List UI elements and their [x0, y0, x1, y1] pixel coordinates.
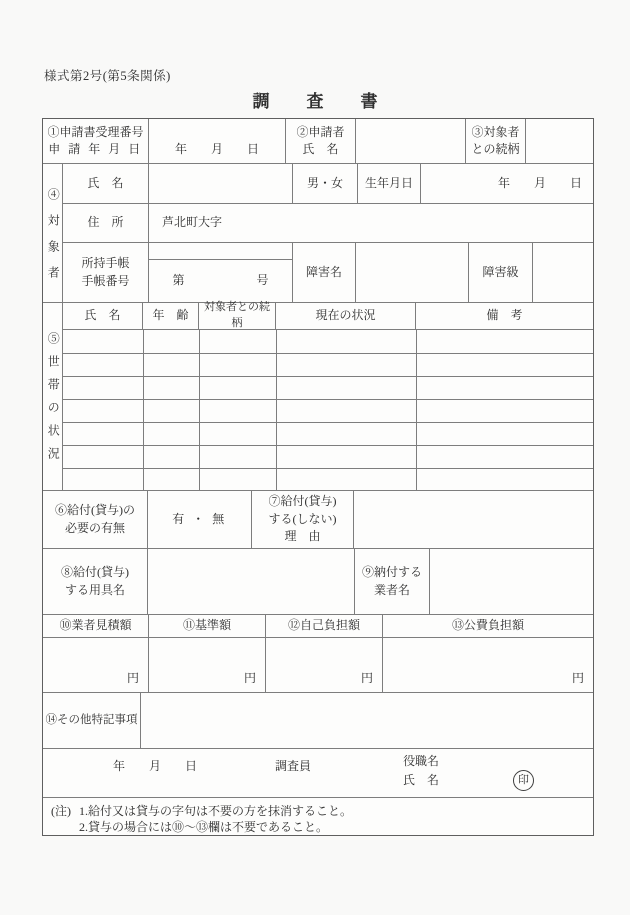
household-row-line [63, 353, 593, 354]
subject-name-label: 氏 名 [87, 175, 124, 190]
application-date-cell [149, 119, 286, 164]
birthdate-placeholder: 年 月 日 [497, 175, 582, 190]
birthdate-label: 生年月日 [364, 175, 413, 190]
equipment-name-label-line1: ⑧給付(貸与) [61, 565, 129, 580]
vendor-label-cell [355, 549, 430, 615]
footnote-item-1: 1.給付又は貸与の字句は不要の方を抹消すること。 [79, 804, 353, 818]
household-header-age-cell [143, 303, 199, 330]
investigator-label: 調査員 [275, 759, 312, 773]
yen-unit: 円 [360, 670, 373, 685]
household-header-relation-cell [199, 303, 276, 330]
special-remarks-value-cell [141, 693, 593, 749]
disability-name-value-cell [356, 243, 469, 303]
standard-amount-header-cell [149, 615, 266, 638]
disability-grade-label-cell [469, 243, 533, 303]
applicant-name-value-cell [356, 119, 466, 164]
household-section-vertical-label: ⑤世帯の状況 [46, 331, 61, 470]
household-row-line [63, 376, 593, 377]
household-header-situation: 現在の状況 [315, 308, 376, 323]
address-label: 住 所 [87, 215, 124, 230]
receipt-number-label: ①申請書受理番号 [47, 124, 144, 139]
household-grid-vline [199, 330, 200, 490]
benefit-need-value-cell [148, 491, 252, 549]
applicant-name-label: 氏 名 [302, 142, 339, 156]
household-header-situation-cell [276, 303, 416, 330]
special-remarks-label-cell [43, 693, 141, 749]
household-header-name-cell [63, 303, 143, 330]
form-number: 様式第2号(第5条関係) [44, 69, 171, 83]
birthdate-value-cell [421, 164, 593, 204]
address-value-cell [149, 204, 593, 243]
benefit-need-label-cell [43, 491, 148, 549]
disability-name-label-cell [293, 243, 356, 303]
vendor-estimate-value-cell [43, 638, 149, 693]
seal-character: 印 [518, 774, 529, 786]
document-title: 調 査 書 [252, 92, 388, 111]
subject-name-value-cell [149, 164, 293, 204]
relation-value-cell [526, 119, 593, 164]
household-section-vertical-label-cell [43, 303, 63, 490]
household-grid-vline [143, 330, 144, 490]
benefit-reason-label-line2: する(しない) [268, 511, 337, 526]
equipment-name-label-line2: する用具名 [64, 582, 125, 597]
benefit-need-label-line2: 必要の有無 [64, 520, 125, 535]
subject-section-vertical-label-cell [43, 164, 63, 303]
applicant-label: ②申請者 [296, 124, 345, 139]
special-remarks-label: ⑭その他特記事項 [45, 714, 138, 727]
yen-unit: 円 [243, 670, 256, 685]
seal-mark [513, 770, 534, 791]
equipment-name-value-cell [148, 549, 355, 615]
household-row-line [63, 468, 593, 469]
household-grid-vline [416, 330, 417, 490]
household-row-line [63, 445, 593, 446]
techo-type-cell [149, 243, 293, 260]
applicant-name-label-cell [286, 119, 356, 164]
household-row-line [63, 399, 593, 400]
signature-date-placeholder: 年 月 日 [113, 759, 198, 773]
household-header-age: 年 齢 [152, 308, 189, 323]
vendor-label-line1: ⑨納付する [361, 565, 422, 580]
vendor-estimate-header: ⑩業者見積額 [59, 618, 132, 633]
vendor-label-line2: 業者名 [373, 582, 410, 597]
household-header-relation: 対象者との続柄 [204, 301, 270, 329]
household-row-line [63, 422, 593, 423]
techo-label-line1: 所持手帳 [81, 256, 130, 271]
household-header-remarks-cell [416, 303, 593, 330]
sex-cell [293, 164, 358, 204]
techo-number-cell [149, 260, 293, 303]
benefit-need-options: 有 ・ 無 [172, 511, 227, 526]
yen-unit: 円 [126, 670, 139, 685]
subject-section-vertical-label: ④対象者 [46, 188, 61, 292]
public-expense-header: ⑬公費負担額 [451, 618, 524, 633]
address-label-cell [63, 204, 149, 243]
self-pay-header: ⑫自己負担額 [287, 618, 360, 633]
techo-number-placeholder: 第 号 [172, 273, 269, 288]
benefit-reason-label-line1: ⑦給付(貸与) [268, 494, 337, 509]
footnote-item-2: 2.貸与の場合には⑩～⑬欄は不要であること。 [79, 820, 329, 834]
relation-label-cell [466, 119, 526, 164]
application-date-placeholder: 年 月 日 [174, 141, 259, 156]
footnotes-row [43, 798, 593, 835]
techo-label-line2: 手帳番号 [81, 273, 130, 288]
disability-grade-label: 障害級 [482, 264, 519, 279]
household-grid-vline [276, 330, 277, 490]
household-header-name: 氏 名 [84, 308, 121, 323]
application-date-label: 申 請 年 月 日 [48, 142, 143, 156]
relation-label-line2: との続柄 [471, 142, 520, 156]
benefit-reason-label-cell [252, 491, 354, 549]
vendor-value-cell [430, 549, 593, 615]
vendor-estimate-header-cell [43, 615, 149, 638]
benefit-reason-label-line3: 理 由 [284, 529, 321, 544]
standard-amount-header: ⑪基準額 [182, 618, 231, 633]
yen-unit: 円 [571, 670, 584, 685]
survey-form-table [42, 118, 594, 836]
relation-label-line1: ③対象者 [471, 124, 520, 139]
address-value: 芦北町大字 [162, 215, 223, 230]
receipt-number-label-cell [43, 119, 149, 164]
standard-amount-value-cell [149, 638, 266, 693]
techo-label-cell [63, 243, 149, 303]
disability-grade-value-cell [533, 243, 593, 303]
self-pay-header-cell [266, 615, 383, 638]
benefit-reason-value-cell [354, 491, 593, 549]
benefit-need-label-line1: ⑥給付(貸与)の [55, 503, 135, 518]
sex-options: 男・女 [306, 175, 343, 190]
investigator-title-label: 役職名 [403, 754, 440, 768]
subject-name-label-cell [63, 164, 149, 204]
self-pay-value-cell [266, 638, 383, 693]
public-expense-header-cell [383, 615, 593, 638]
investigator-name-label: 氏 名 [403, 773, 440, 787]
equipment-name-label-cell [43, 549, 148, 615]
footnote-label: (注) [51, 804, 71, 818]
household-header-remarks: 備 考 [486, 308, 523, 323]
birthdate-label-cell [358, 164, 421, 204]
disability-name-label: 障害名 [305, 264, 342, 279]
public-expense-value-cell [383, 638, 593, 693]
signature-row [43, 749, 593, 798]
